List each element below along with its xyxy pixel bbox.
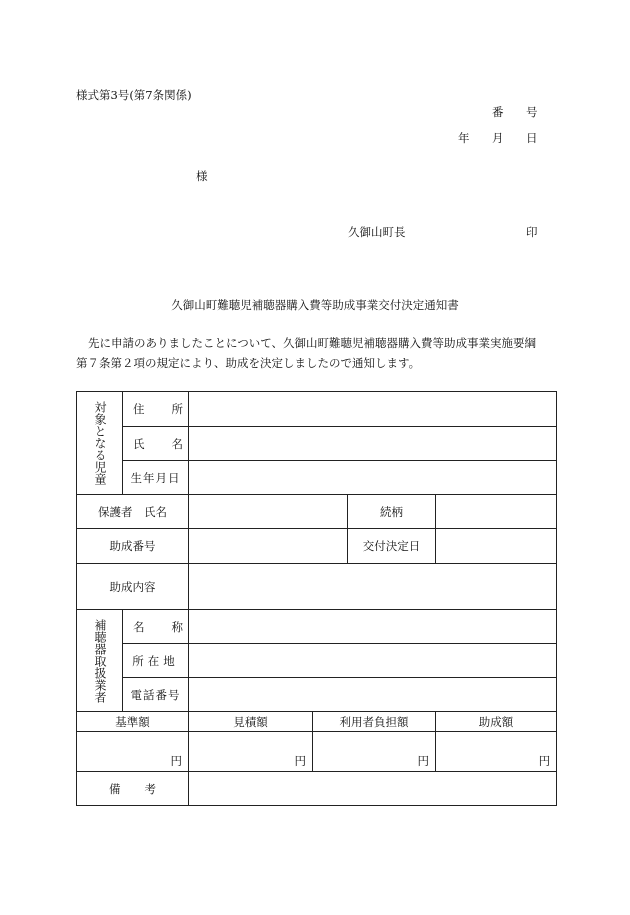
vendor-name-label-a: 名 bbox=[133, 619, 145, 634]
table-row-remarks bbox=[77, 772, 557, 806]
child-group-label: 対象となる児童 bbox=[77, 392, 123, 495]
table-row-amount-headers bbox=[77, 712, 557, 732]
vendor-location-field[interactable] bbox=[189, 644, 557, 678]
yen-unit: 円 bbox=[538, 754, 551, 768]
birthdate-label: 生年月日 bbox=[123, 461, 189, 495]
estimate-amount-header: 見積額 bbox=[189, 712, 313, 732]
name-label-b: 名 bbox=[171, 436, 183, 451]
vendor-name-label-b: 称 bbox=[171, 619, 183, 634]
vendor-location-label: 所在地 bbox=[123, 644, 189, 678]
document-title: 久御山町難聴児補聴器購入費等助成事業交付決定通知書 bbox=[171, 298, 459, 312]
name-label-cell bbox=[123, 427, 189, 461]
birthdate-value-field[interactable] bbox=[189, 461, 557, 495]
table-row-guardian bbox=[77, 495, 557, 529]
user-share-header: 利用者負担額 bbox=[313, 712, 436, 732]
form-number: 様式第3号(第7条関係) bbox=[76, 88, 192, 102]
body-line-2: 第７条第２項の規定により、助成を決定しましたので通知します。 bbox=[76, 356, 421, 370]
standard-amount-header: 基準額 bbox=[77, 712, 189, 732]
decision-date-label: 交付決定日 bbox=[348, 529, 436, 564]
yen-unit: 円 bbox=[417, 754, 429, 768]
decision-date-field[interactable] bbox=[436, 529, 557, 564]
remarks-label-b: 考 bbox=[144, 781, 156, 796]
addressee-suffix: 様 bbox=[196, 169, 208, 183]
remarks-label-cell bbox=[77, 772, 189, 806]
table-row-name bbox=[77, 427, 557, 461]
address-value-field[interactable] bbox=[189, 392, 557, 427]
standard-amount-field[interactable] bbox=[77, 732, 189, 772]
grant-number-label: 助成番号 bbox=[77, 529, 189, 564]
yen-unit: 円 bbox=[294, 754, 306, 768]
grant-amount-header: 助成額 bbox=[436, 712, 557, 732]
table-row-vendor-phone bbox=[77, 678, 557, 712]
table-row-grant-content bbox=[77, 564, 557, 610]
user-share-field[interactable] bbox=[313, 732, 436, 772]
number-label-go: 号 bbox=[526, 105, 538, 119]
table-row-grant-number bbox=[77, 529, 557, 564]
number-label-ban: 番 bbox=[492, 105, 504, 119]
grant-number-field[interactable] bbox=[189, 529, 348, 564]
table-row-vendor-name bbox=[77, 610, 557, 644]
grant-content-field[interactable] bbox=[189, 564, 557, 610]
table-row-birthdate bbox=[77, 461, 557, 495]
vendor-phone-field[interactable] bbox=[189, 678, 557, 712]
vendor-name-label-cell bbox=[123, 610, 189, 644]
vendor-name-field[interactable] bbox=[189, 610, 557, 644]
issuer-name: 久御山町長 bbox=[348, 225, 406, 239]
date-day-label: 日 bbox=[526, 131, 538, 145]
guardian-name-field[interactable] bbox=[189, 495, 348, 529]
relationship-label: 続柄 bbox=[348, 495, 436, 529]
guardian-name-label: 保護者 氏名 bbox=[77, 495, 189, 529]
table-row-address bbox=[77, 392, 557, 427]
body-paragraph bbox=[76, 333, 558, 373]
grant-amount-field[interactable] bbox=[436, 732, 557, 772]
grant-content-label: 助成内容 bbox=[77, 564, 189, 610]
remarks-label-a: 備 bbox=[109, 781, 121, 796]
body-line-1: 先に申請のありましたことについて、久御山町難聴児補聴器購入費等助成事業実施要綱 bbox=[88, 336, 537, 350]
estimate-amount-field[interactable] bbox=[189, 732, 313, 772]
address-label-cell bbox=[123, 392, 189, 427]
date-month-label: 月 bbox=[492, 131, 504, 145]
address-label-a: 住 bbox=[133, 402, 145, 416]
vendor-phone-label: 電話番号 bbox=[123, 678, 189, 712]
table-row-amount-values bbox=[77, 732, 557, 772]
name-value-field[interactable] bbox=[189, 427, 557, 461]
relationship-field[interactable] bbox=[436, 495, 557, 529]
seal-mark: 印 bbox=[526, 225, 538, 239]
remarks-field[interactable] bbox=[189, 772, 557, 806]
table-row-vendor-location bbox=[77, 644, 557, 678]
yen-unit: 円 bbox=[170, 754, 182, 768]
name-label-a: 氏 bbox=[133, 436, 145, 451]
vendor-group-label: 補聴器取扱業者 bbox=[77, 610, 123, 712]
date-year-label: 年 bbox=[458, 131, 470, 145]
form-table bbox=[76, 391, 557, 806]
address-label-b: 所 bbox=[171, 402, 183, 416]
